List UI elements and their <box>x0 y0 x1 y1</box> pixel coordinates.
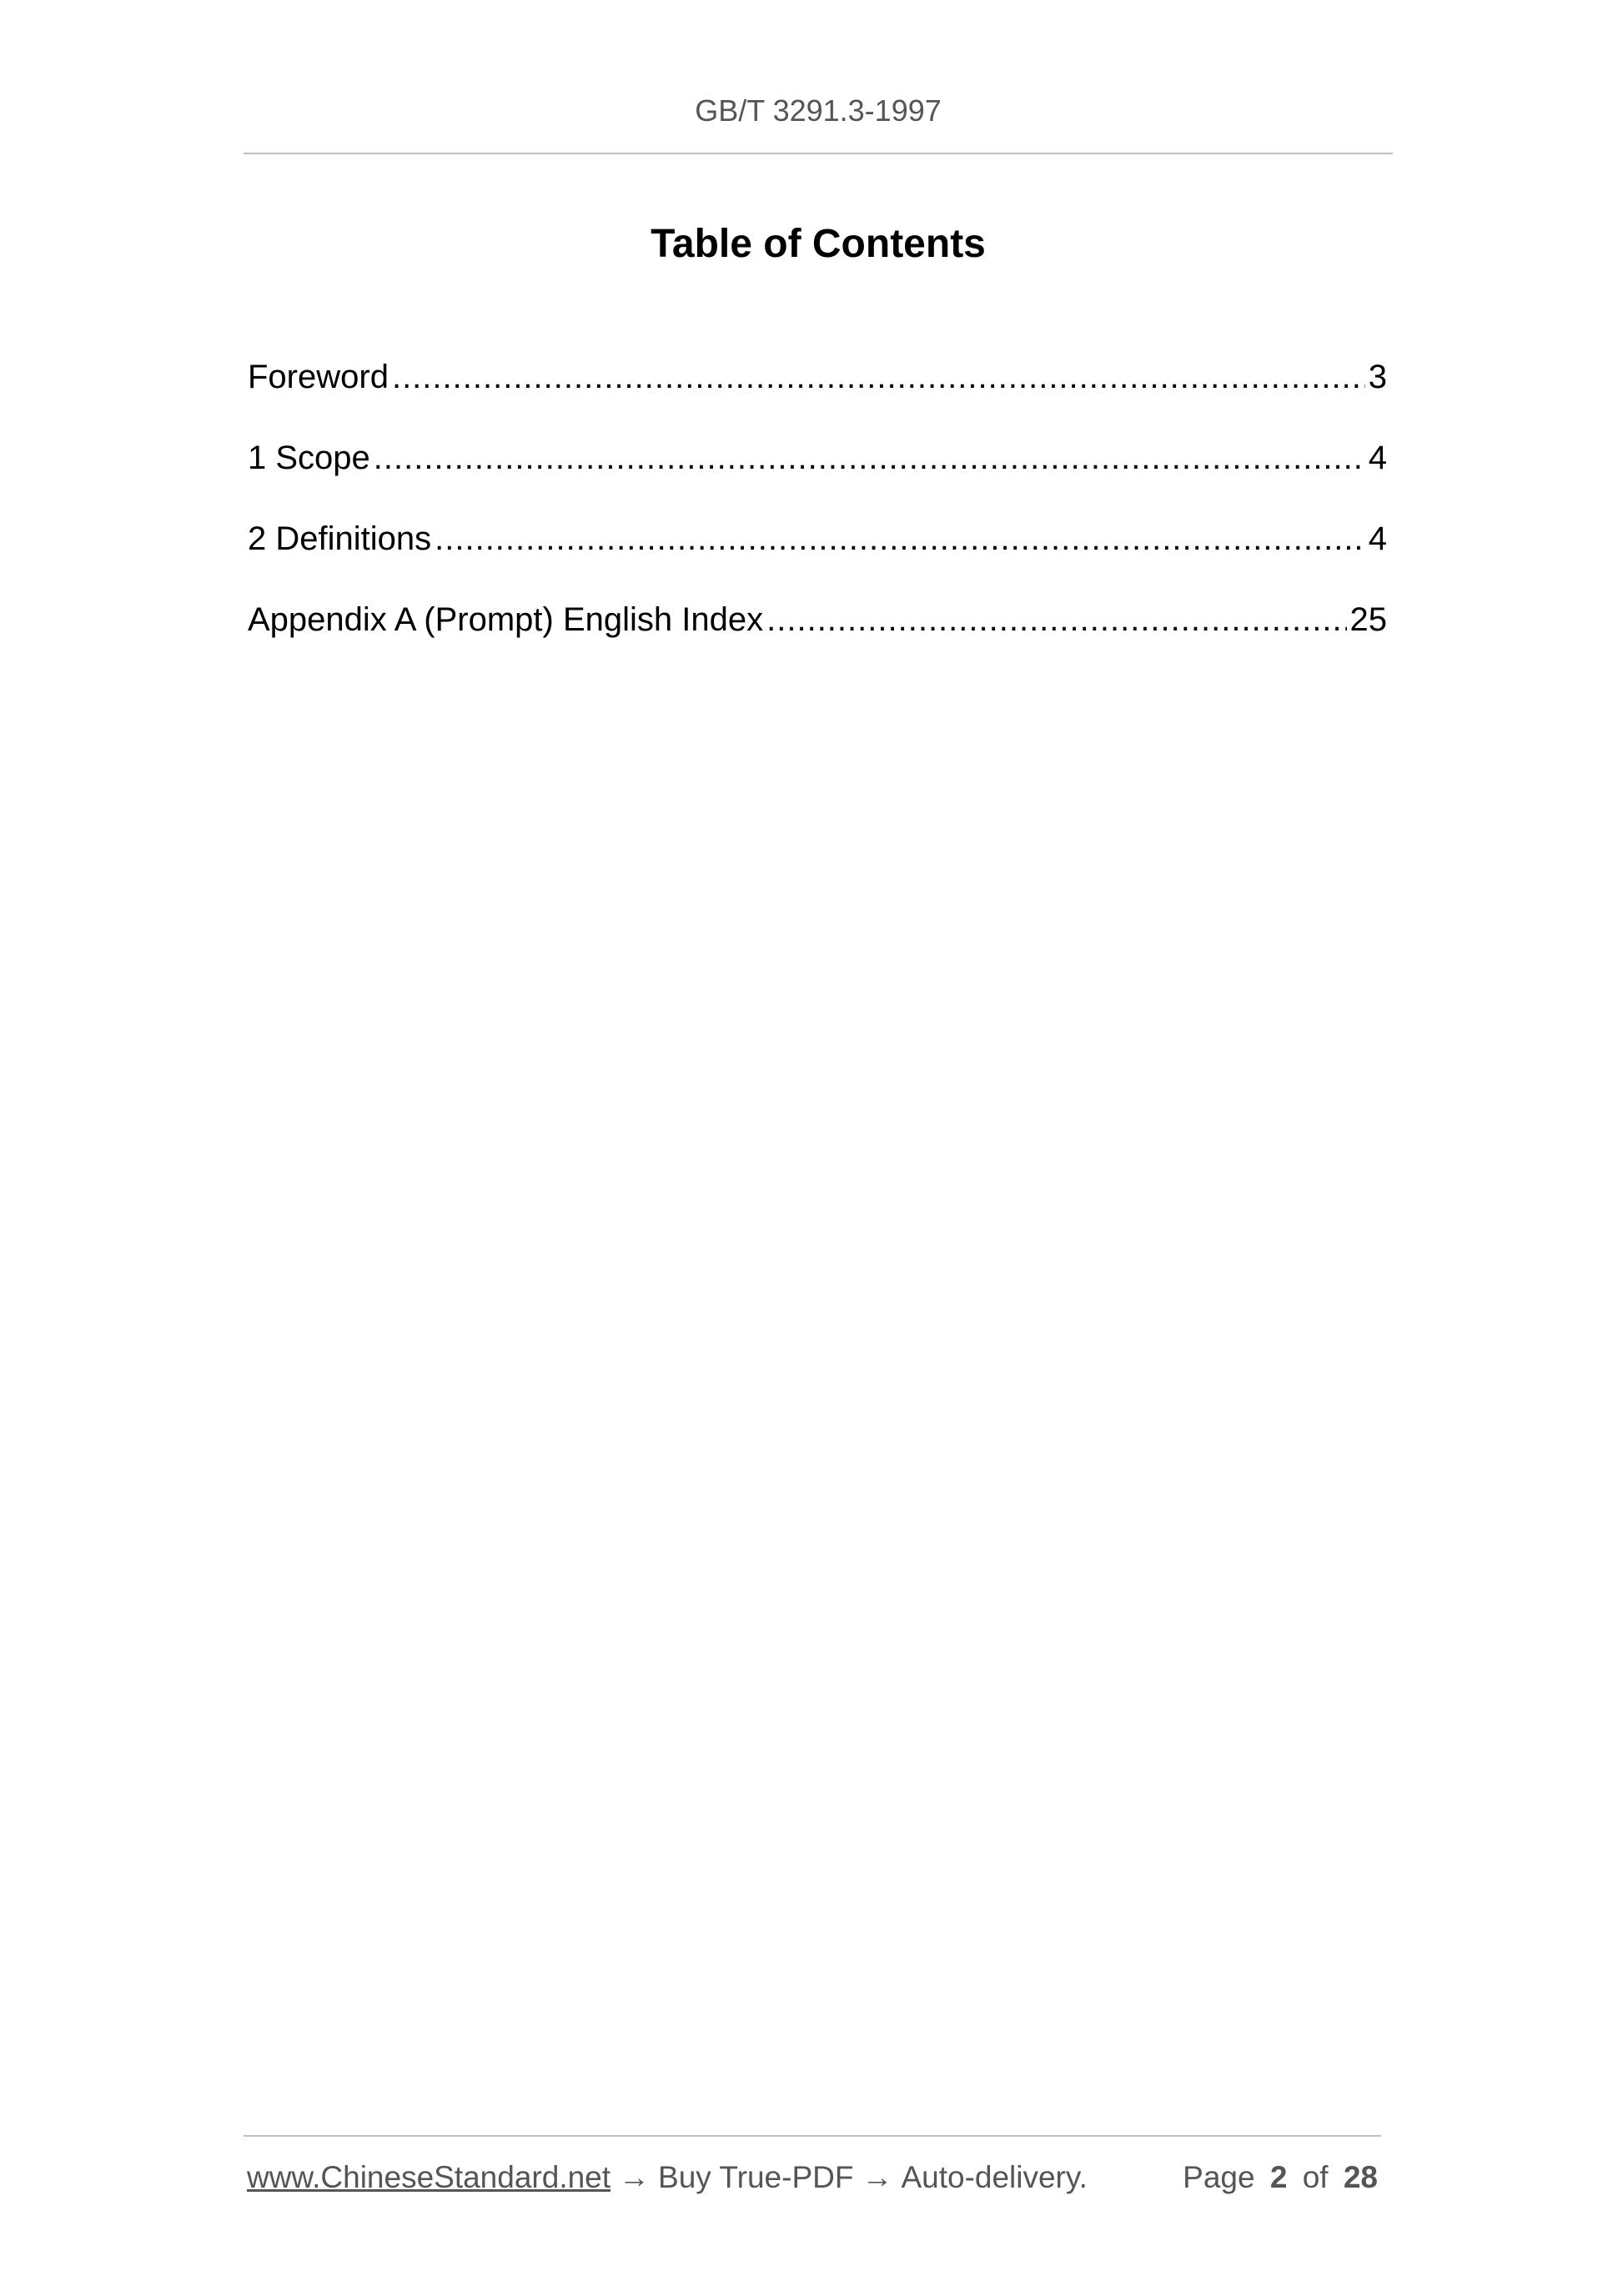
current-page-number: 2 <box>1269 2160 1288 2194</box>
toc-dot-leader <box>392 359 1365 396</box>
right-arrow-icon: → <box>619 2160 651 2194</box>
toc-entry-foreword[interactable] <box>248 359 1387 440</box>
toc-entry-label: Foreword <box>248 359 389 395</box>
toc-entry-scope[interactable] <box>248 440 1387 520</box>
toc-dot-leader <box>766 601 1346 639</box>
of-word: of <box>1302 2160 1329 2194</box>
toc-entry-appendix-a[interactable] <box>248 601 1387 682</box>
toc-title: Table of Contents <box>651 222 986 266</box>
footer-promo <box>247 2160 1088 2195</box>
page-counter <box>1176 2160 1378 2195</box>
page-word: Page <box>1183 2160 1255 2194</box>
right-arrow-icon: → <box>862 2160 893 2194</box>
total-pages-number: 28 <box>1343 2160 1378 2194</box>
toc-entry-page: 3 <box>1368 359 1387 395</box>
toc-dot-leader <box>374 440 1365 477</box>
header-divider <box>244 153 1393 154</box>
page-footer <box>247 2160 1378 2195</box>
toc-list <box>248 359 1387 682</box>
toc-entry-definitions[interactable] <box>248 520 1387 601</box>
toc-entry-label: Appendix A (Prompt) English Index <box>248 601 764 638</box>
toc-dot-leader <box>435 520 1365 558</box>
running-header: GB/T 3291.3-1997 <box>695 93 942 128</box>
toc-entry-page: 25 <box>1349 601 1387 638</box>
buy-text: Buy True-PDF <box>658 2160 854 2194</box>
toc-entry-page: 4 <box>1368 440 1387 476</box>
footer-divider <box>244 2135 1381 2137</box>
toc-entry-label: 1 Scope <box>248 440 370 476</box>
site-link[interactable]: www.ChineseStandard.net <box>247 2160 611 2194</box>
toc-entry-page: 4 <box>1368 520 1387 557</box>
toc-entry-label: 2 Definitions <box>248 520 432 557</box>
delivery-text: Auto-delivery. <box>901 2160 1088 2194</box>
